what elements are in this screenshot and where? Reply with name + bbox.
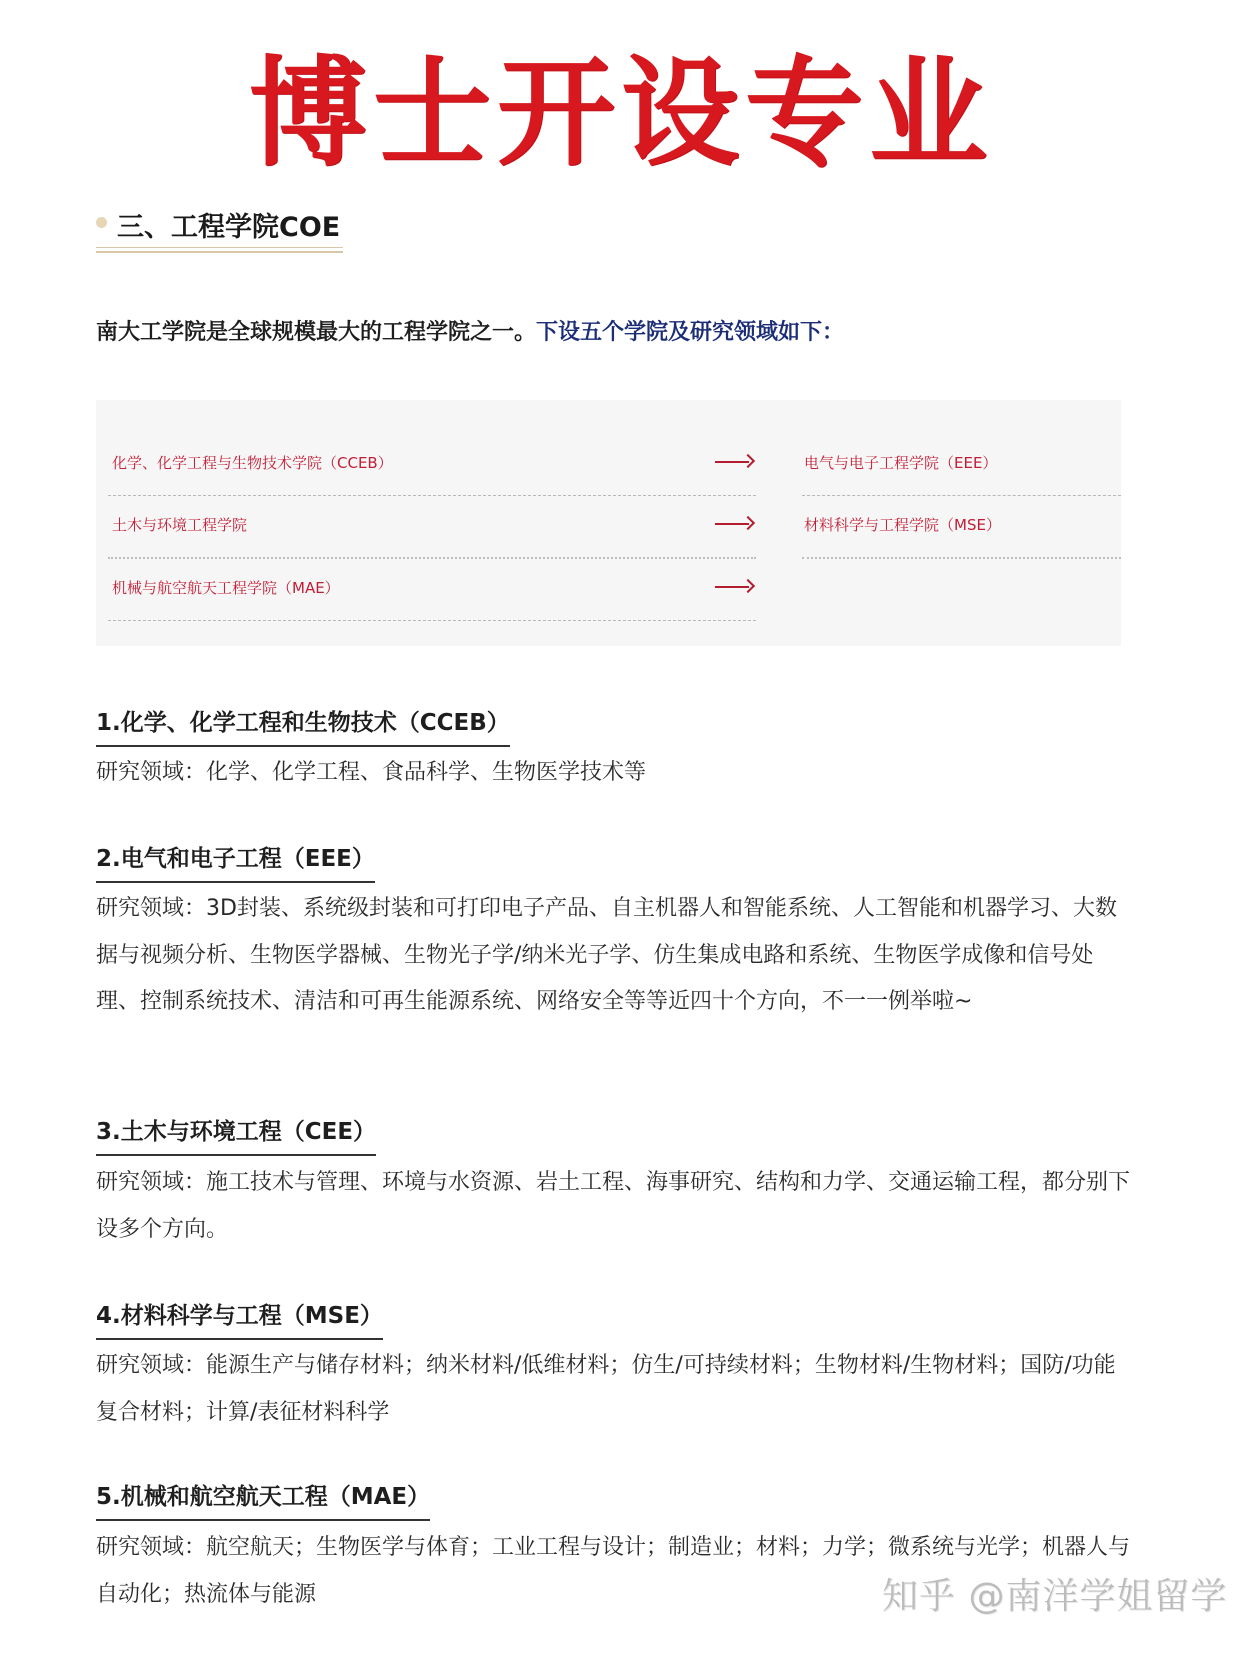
row-divider (802, 495, 1121, 496)
schools-box (96, 400, 1121, 646)
row-divider (108, 557, 756, 559)
section-divider (96, 247, 343, 248)
intro-highlight: 下设五个学院及研究领域如下： (536, 320, 845, 345)
program-heading: 2.电气和电子工程（EEE） (96, 843, 375, 883)
program-body: 研究领域：航空航天；生物医学与体育；工业工程与设计；制造业；材料；力学；微系统与光学；机器人与自动化；热流体与能源 (96, 1535, 1131, 1607)
row-divider (802, 557, 1121, 559)
program-heading: 3.土木与环境工程（CEE） (96, 1116, 376, 1156)
row-divider (108, 620, 756, 621)
program-body: 研究领域：化学、化学工程、食品科学、生物医学技术等 (96, 760, 647, 785)
school-item: 土木与环境工程学院 (112, 515, 248, 534)
section-divider (96, 251, 343, 253)
right-arrow-icon (715, 580, 753, 594)
bullet-dot-icon (96, 217, 107, 228)
school-item: 材料科学与工程学院（MSE） (804, 515, 1001, 534)
right-arrow-icon (715, 455, 753, 469)
row-divider (108, 495, 756, 496)
page-title: 博士开设专业 (248, 44, 993, 182)
program-body: 研究领域：能源生产与储存材料；纳米材料/低维材料；仿生/可持续材料；生物材料/生物材料；国防/功能复合材料；计算/表征材料科学 (96, 1353, 1116, 1425)
intro-text: 南大工学院是全球规模最大的工程学院之一。 (96, 320, 537, 345)
school-item: 化学、化学工程与生物技术学院（CCEB） (112, 453, 393, 472)
intro-paragraph (96, 316, 844, 350)
program-heading: 1.化学、化学工程和生物技术（CCEB） (96, 707, 510, 747)
program-heading: 4.材料科学与工程（MSE） (96, 1300, 383, 1340)
school-item: 电气与电子工程学院（EEE） (804, 453, 998, 472)
school-item: 机械与航空航天工程学院（MAE） (112, 578, 340, 597)
program-body: 研究领域：3D封装、系统级封装和可打印电子产品、自主机器人和智能系统、人工智能和机器学习、大数据与视频分析、生物医学器械、生物光子学/纳米光子学、仿生集成电路和系统、生物医学成像和信号处理、控制系统技术、清洁和可再生能源系统、网络安全等等近四十个方向，不一一例举啦~ (96, 896, 1117, 1014)
section-heading (96, 204, 340, 244)
program-body: 研究领域：施工技术与管理、环境与水资源、岩土工程、海事研究、结构和力学、交通运输工程，都分别下设多个方向。 (96, 1170, 1131, 1242)
right-arrow-icon (715, 517, 753, 531)
program-heading: 5.机械和航空航天工程（MAE） (96, 1481, 430, 1521)
section-heading-text: 三、工程学院COE (117, 211, 341, 243)
watermark: 知乎 @南洋学姐留学 (882, 1576, 1228, 1617)
